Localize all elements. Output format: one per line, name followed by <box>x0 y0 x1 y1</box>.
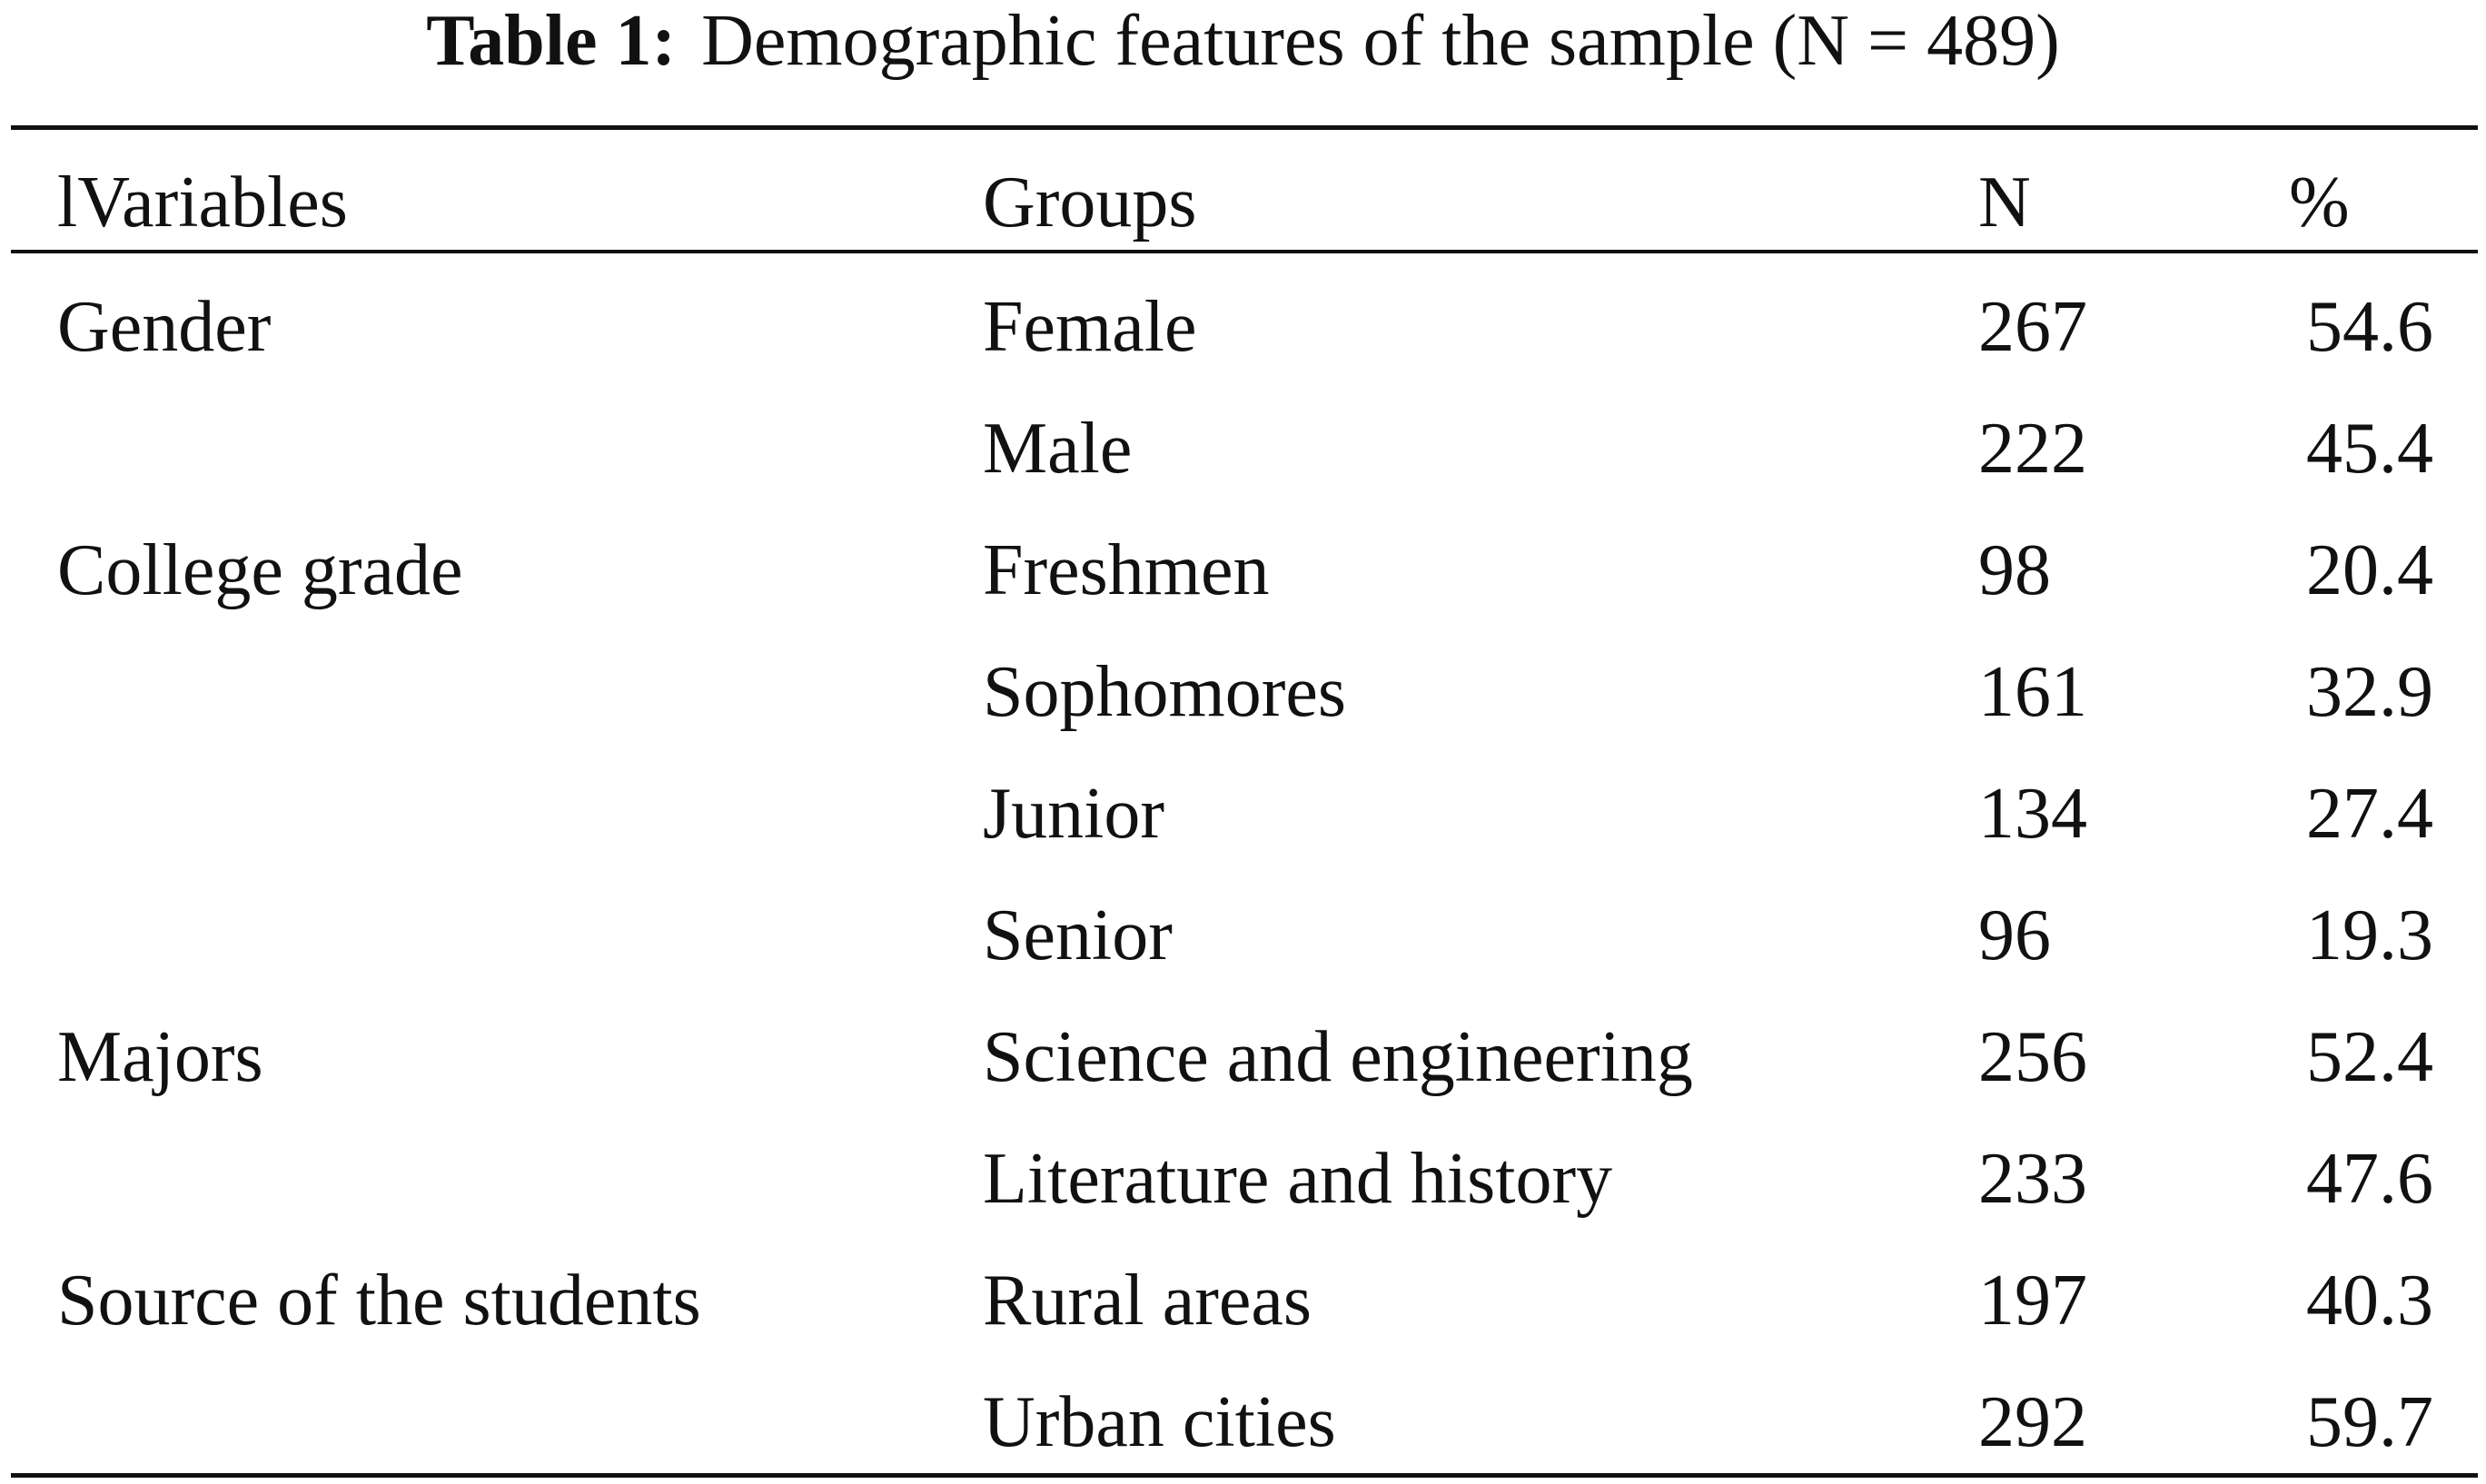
cell-group: Freshmen <box>983 530 1270 610</box>
cell-group: Rural areas <box>983 1261 1312 1341</box>
table-header-rule <box>11 250 2478 253</box>
cell-percent: 52.4 <box>2306 1017 2433 1097</box>
cell-n: 96 <box>1978 895 2051 975</box>
header-variables: lVariables <box>57 163 348 242</box>
cell-percent: 20.4 <box>2306 530 2433 610</box>
cell-group: Science and engineering <box>983 1017 1693 1097</box>
cell-n: 292 <box>1978 1382 2087 1462</box>
cell-group: Literature and history <box>983 1139 1613 1219</box>
cell-variable: College grade <box>57 530 463 610</box>
cell-percent: 27.4 <box>2306 774 2433 854</box>
cell-group: Urban cities <box>983 1382 1336 1462</box>
caption-text: Demographic features of the sample (N = 489) <box>701 1 2060 81</box>
cell-percent: 19.3 <box>2306 895 2433 975</box>
cell-n: 98 <box>1978 530 2051 610</box>
cell-variable: Source of the students <box>57 1261 701 1341</box>
cell-percent: 54.6 <box>2306 287 2433 367</box>
cell-n: 233 <box>1978 1139 2087 1219</box>
cell-n: 134 <box>1978 774 2087 854</box>
cell-n: 222 <box>1978 409 2087 489</box>
header-groups: Groups <box>983 163 1197 242</box>
cell-variable: Majors <box>57 1017 263 1097</box>
cell-n: 197 <box>1978 1261 2087 1341</box>
cell-percent: 32.9 <box>2306 652 2433 732</box>
cell-n: 256 <box>1978 1017 2087 1097</box>
cell-percent: 45.4 <box>2306 409 2433 489</box>
header-n: N <box>1978 163 2031 242</box>
table-bottom-rule <box>11 1473 2478 1478</box>
caption-label: Table 1: <box>426 1 677 81</box>
cell-variable: Gender <box>57 287 272 367</box>
cell-group: Senior <box>983 895 1173 975</box>
cell-percent: 40.3 <box>2306 1261 2433 1341</box>
cell-group: Male <box>983 409 1133 489</box>
cell-group: Sophomores <box>983 652 1346 732</box>
cell-group: Junior <box>983 774 1164 854</box>
table-top-rule <box>11 125 2478 130</box>
cell-n: 161 <box>1978 652 2087 732</box>
cell-group: Female <box>983 287 1197 367</box>
table-caption <box>0 0 2486 82</box>
cell-percent: 59.7 <box>2306 1382 2433 1462</box>
header-percent: % <box>2289 163 2350 242</box>
cell-n: 267 <box>1978 287 2087 367</box>
cell-percent: 47.6 <box>2306 1139 2433 1219</box>
